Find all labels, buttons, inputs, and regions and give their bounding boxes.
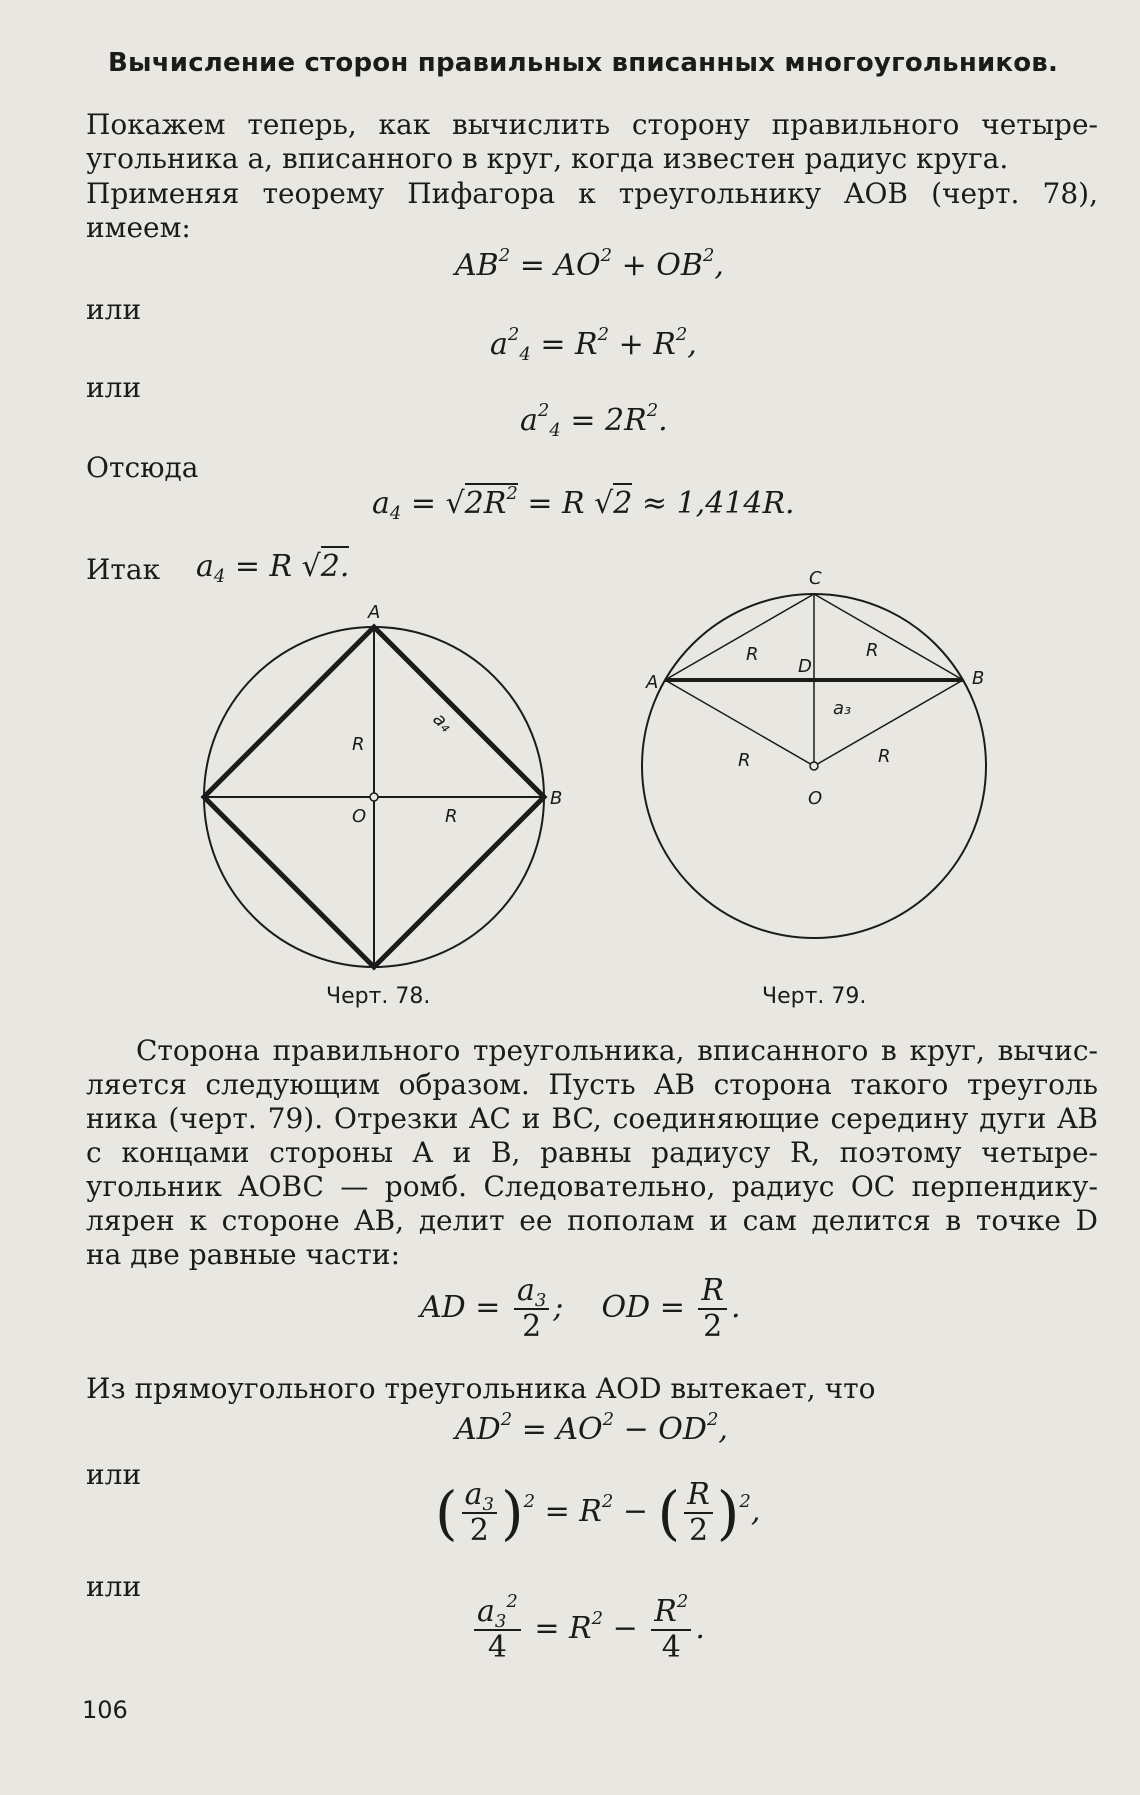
equation-pythagoras-aob: $AB^2 = AO^2 + OB^2$, xyxy=(455,245,724,283)
paragraph-3-line-7: на две равные части: xyxy=(86,1238,401,1271)
equation-a4-squared-2r2: $a^2_4 = 2R^2$. xyxy=(520,400,668,441)
fig79-label-r-ao: R xyxy=(738,750,751,771)
paragraph-3-line-3: ника (черт. 79). Отрезки AC и BC, соединяющие середину дуги AB xyxy=(86,1102,1098,1135)
fig79-label-r-ac: R xyxy=(746,644,759,665)
equation-quarter-form: $\frac{a_3^2}{4}$ = $R^2$ − $\frac{R^2}{4}$ . xyxy=(470,1595,705,1665)
fig79-label-a3: a₃ xyxy=(833,698,852,719)
paragraph-3-line-1: Сторона правильного треугольника, вписанного в круг, вычис- xyxy=(136,1034,1098,1067)
fig79-center-point xyxy=(810,762,818,770)
fig78-center-point xyxy=(370,793,378,801)
fig79-label-b: B xyxy=(972,668,985,689)
paragraph-3-line-5: угольник AOBC — ромб. Следовательно, радиус OC перпендику- xyxy=(86,1170,1098,1203)
equation-pythagoras-aod: $AD^2 = AO^2 - OD^2$, xyxy=(455,1409,728,1447)
fig78-caption: Черт. 78. xyxy=(326,984,431,1009)
fig79-label-a: A xyxy=(646,672,659,693)
paragraph-2-line-1: Применяя теорему Пифагора к треугольнику AOB (черт. 78), xyxy=(86,177,1098,210)
fig79-label-o: O xyxy=(808,788,823,809)
equation-a4-result: $a_4 = R$ √2. xyxy=(196,549,349,584)
connector-or-4: или xyxy=(86,1570,142,1603)
fig78-label-r-vertical: R xyxy=(352,734,365,755)
connector-or-1: или xyxy=(86,293,142,326)
connector-or-3: или xyxy=(86,1458,142,1491)
connector-hence: Отсюда xyxy=(86,451,199,484)
connector-or-2: или xyxy=(86,371,142,404)
paragraph-3-line-4: с концами стороны A и B, равны радиусу R, поэтому четыре- xyxy=(86,1136,1098,1169)
fig79-label-r-bc: R xyxy=(866,640,879,661)
paragraph-4: Из прямоугольного треугольника AOD вытекает, что xyxy=(86,1372,876,1405)
fig78-label-o: O xyxy=(352,806,367,827)
equation-a4-squared-sum: $a^2_4 = R^2 + R^2$, xyxy=(490,324,697,365)
figure-78 xyxy=(180,600,580,990)
fig78-label-a: A xyxy=(368,602,381,623)
section-heading: Вычисление сторон правильных вписанных многоугольников. xyxy=(108,48,1059,78)
paragraph-3-line-2: ляется следующим образом. Пусть AB сторона такого треуголь xyxy=(86,1068,1098,1101)
fig78-label-b: B xyxy=(550,788,563,809)
figure-79 xyxy=(630,570,1000,960)
fig78-label-r-horizontal: R xyxy=(445,806,458,827)
fig79-label-r-bo: R xyxy=(878,746,891,767)
fig79-label-c: C xyxy=(809,570,822,589)
paragraph-1-line-1: Покажем теперь, как вычислить сторону правильного четыре- xyxy=(86,108,1098,141)
equation-half-sides-squared: ( $\frac{a_3}{2}$ )$^2 = R^2$ − ( $\frac{R}{2}$ )$^2$, xyxy=(435,1477,761,1548)
paragraph-2-line-2: имеем: xyxy=(86,211,191,244)
equation-ad-od: AD = $\frac{a_3}{2}$ ; OD = $\frac{R}{2}$ . xyxy=(420,1273,741,1344)
paragraph-1-line-2: угольника a, вписанного в круг, когда известен радиус круга. xyxy=(86,142,1009,175)
fig79-caption: Черт. 79. xyxy=(762,984,867,1009)
fig78-label-a4: a₄ xyxy=(428,708,457,737)
fig79-label-d: D xyxy=(798,656,812,677)
page-number: 106 xyxy=(82,1696,128,1724)
equation-a4-value: $a_4 = √2R^2 = R$ √2 ≈ 1,414R. xyxy=(372,483,795,524)
paragraph-3-line-6: лярен к стороне AB, делит ее пополам и сам делится в точке D xyxy=(86,1204,1098,1237)
connector-so: Итак xyxy=(86,553,161,586)
